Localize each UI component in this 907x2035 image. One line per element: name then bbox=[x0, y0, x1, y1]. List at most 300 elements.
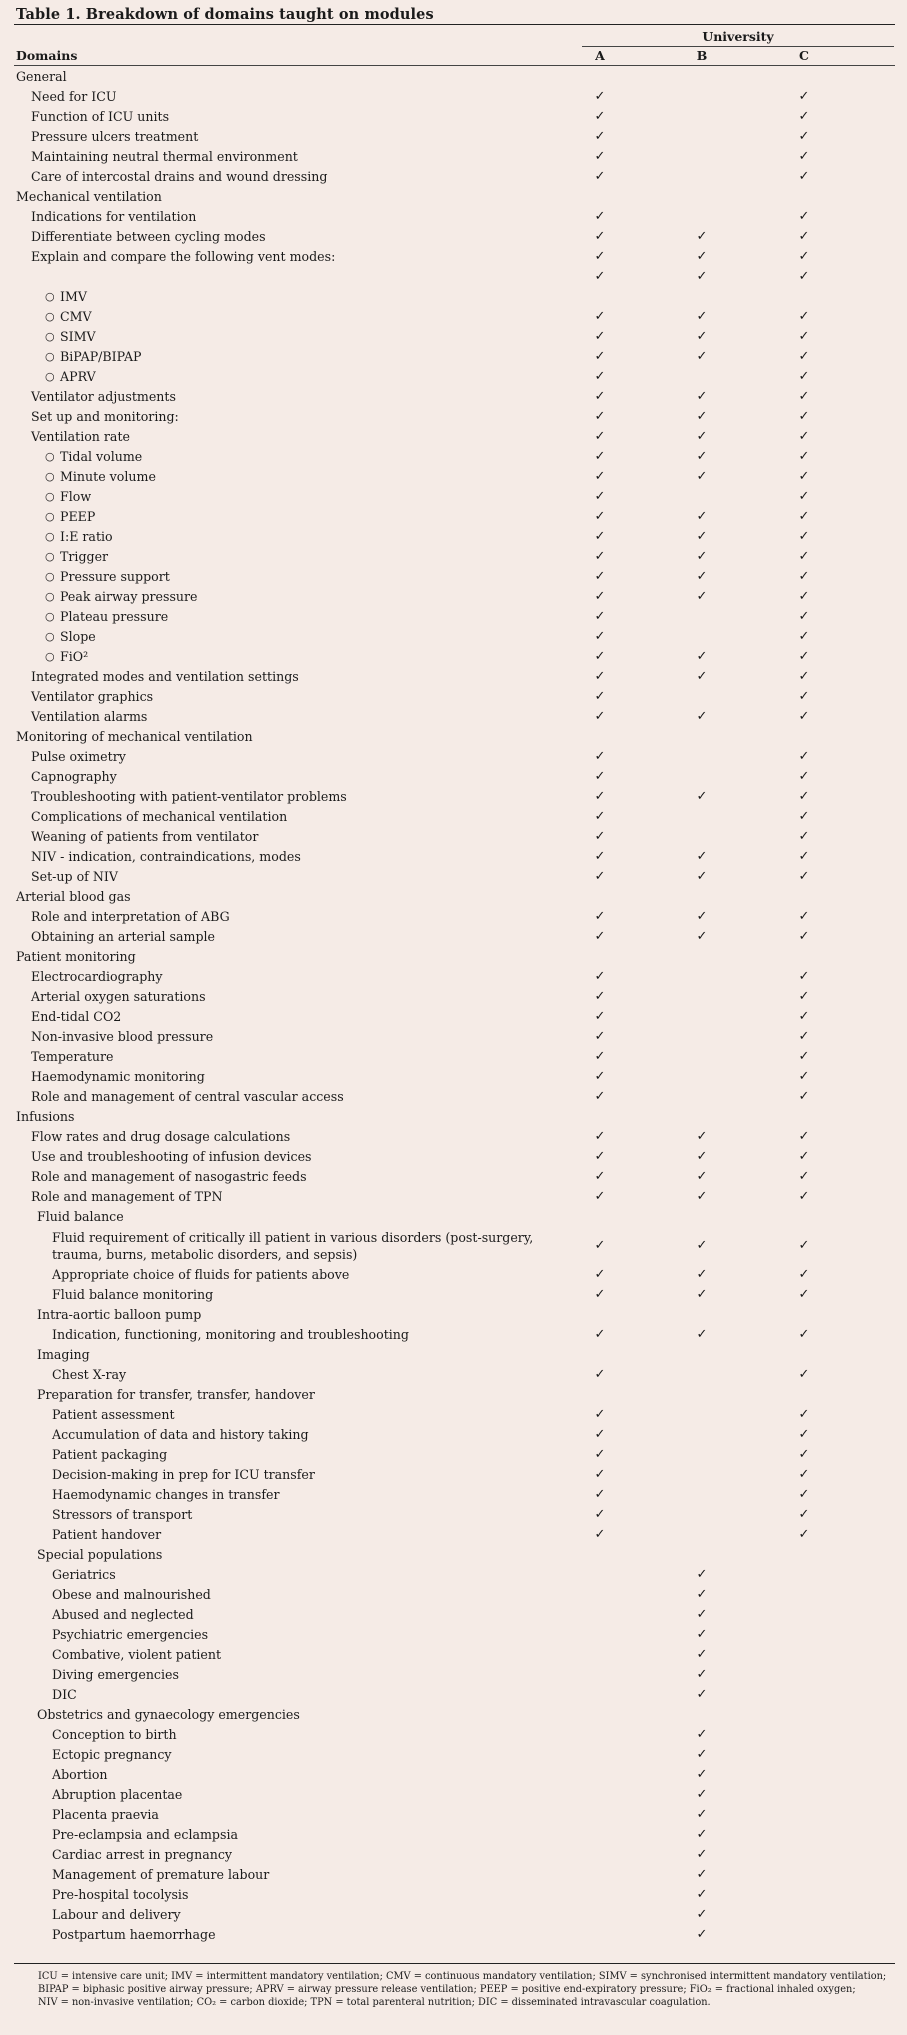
domain-label: Flow rates and drug dosage calculations bbox=[31, 1129, 291, 1144]
check-icon: ✓ bbox=[594, 149, 606, 164]
check-icon: ✓ bbox=[696, 389, 708, 404]
check-icon: ✓ bbox=[594, 789, 606, 804]
check-icon: ✓ bbox=[594, 469, 606, 484]
check-icon: ✓ bbox=[798, 1427, 810, 1442]
bottom-rule bbox=[14, 1963, 895, 1964]
table-row bbox=[0, 1905, 907, 1925]
domain-label: Pressure support bbox=[60, 569, 170, 584]
check-icon: ✓ bbox=[798, 609, 810, 624]
section-label: Infusions bbox=[16, 1109, 75, 1124]
check-icon: ✓ bbox=[594, 1169, 606, 1184]
table-row bbox=[0, 1385, 907, 1405]
check-icon: ✓ bbox=[798, 1069, 810, 1084]
domain-label: Troubleshooting with patient-ventilator problems bbox=[31, 789, 347, 804]
check-icon: ✓ bbox=[594, 249, 606, 264]
table-row bbox=[0, 387, 907, 407]
domain-label: Abortion bbox=[52, 1767, 108, 1782]
check-icon: ✓ bbox=[798, 249, 810, 264]
check-icon: ✓ bbox=[798, 1287, 810, 1302]
table-row bbox=[0, 967, 907, 987]
domain-label: Stressors of transport bbox=[52, 1507, 193, 1522]
check-icon: ✓ bbox=[798, 1367, 810, 1382]
domain-label: Obese and malnourished bbox=[52, 1587, 211, 1602]
check-icon: ✓ bbox=[798, 1129, 810, 1144]
check-icon: ✓ bbox=[696, 1687, 708, 1702]
bullet-icon: ○ bbox=[45, 330, 55, 343]
table-row bbox=[0, 1725, 907, 1745]
section-label: Mechanical ventilation bbox=[16, 189, 162, 204]
domain-label: Diving emergencies bbox=[52, 1667, 179, 1682]
bullet-icon: ○ bbox=[45, 550, 55, 563]
domain-label: Fluid balance monitoring bbox=[52, 1287, 214, 1302]
check-icon: ✓ bbox=[594, 389, 606, 404]
check-icon: ✓ bbox=[696, 409, 708, 424]
table-row bbox=[0, 987, 907, 1007]
check-icon: ✓ bbox=[696, 449, 708, 464]
check-icon: ✓ bbox=[696, 1827, 708, 1842]
check-icon: ✓ bbox=[798, 749, 810, 764]
table-row bbox=[0, 847, 907, 867]
table-row bbox=[0, 1665, 907, 1685]
check-icon: ✓ bbox=[594, 549, 606, 564]
bullet-icon: ○ bbox=[45, 650, 55, 663]
check-icon: ✓ bbox=[798, 569, 810, 584]
check-icon: ✓ bbox=[696, 789, 708, 804]
table-row bbox=[0, 867, 907, 887]
check-icon: ✓ bbox=[594, 489, 606, 504]
check-icon: ✓ bbox=[594, 509, 606, 524]
bullet-icon: ○ bbox=[45, 290, 55, 303]
table-row bbox=[0, 507, 907, 527]
bullet-icon: ○ bbox=[45, 570, 55, 583]
check-icon: ✓ bbox=[594, 1427, 606, 1442]
check-icon: ✓ bbox=[798, 1447, 810, 1462]
domain-label: Chest X-ray bbox=[52, 1367, 127, 1382]
check-icon: ✓ bbox=[798, 389, 810, 404]
bullet-icon: ○ bbox=[45, 530, 55, 543]
table-row bbox=[0, 1207, 907, 1227]
check-icon: ✓ bbox=[798, 1327, 810, 1342]
check-icon: ✓ bbox=[696, 1327, 708, 1342]
table-row bbox=[0, 107, 907, 127]
check-icon: ✓ bbox=[594, 869, 606, 884]
domain-label: Slope bbox=[60, 629, 96, 644]
check-icon: ✓ bbox=[594, 109, 606, 124]
check-icon: ✓ bbox=[798, 969, 810, 984]
check-icon: ✓ bbox=[696, 329, 708, 344]
table-body bbox=[0, 67, 907, 1945]
table-row bbox=[0, 1705, 907, 1725]
table-row bbox=[0, 1485, 907, 1505]
domain-label: Need for ICU bbox=[31, 89, 117, 104]
check-icon: ✓ bbox=[594, 989, 606, 1004]
domain-label: Role and management of TPN bbox=[31, 1189, 223, 1204]
table-row bbox=[0, 787, 907, 807]
domain-label: IMV bbox=[60, 289, 87, 304]
table-row bbox=[0, 1645, 907, 1665]
domain-label: Peak airway pressure bbox=[60, 589, 198, 604]
check-icon: ✓ bbox=[696, 1767, 708, 1782]
check-icon: ✓ bbox=[798, 129, 810, 144]
domain-label: Decision-making in prep for ICU transfer bbox=[52, 1467, 315, 1482]
check-icon: ✓ bbox=[696, 1847, 708, 1862]
domain-label: Conception to birth bbox=[52, 1727, 177, 1742]
check-icon: ✓ bbox=[696, 869, 708, 884]
table-row bbox=[0, 1047, 907, 1067]
check-icon: ✓ bbox=[594, 229, 606, 244]
table-row bbox=[0, 1505, 907, 1525]
col-header-b: B bbox=[696, 48, 708, 63]
domain-label: Care of intercostal drains and wound dressing bbox=[31, 169, 328, 184]
domain-label: Pre-eclampsia and eclampsia bbox=[52, 1827, 238, 1842]
check-icon: ✓ bbox=[594, 649, 606, 664]
check-icon: ✓ bbox=[798, 409, 810, 424]
domain-label: Flow bbox=[60, 489, 92, 504]
domain-label: SIMV bbox=[60, 329, 96, 344]
domain-label: Electrocardiography bbox=[31, 969, 163, 984]
table-row bbox=[0, 407, 907, 427]
check-icon: ✓ bbox=[798, 1189, 810, 1204]
domain-label: Haemodynamic monitoring bbox=[31, 1069, 205, 1084]
table-footnote bbox=[38, 1970, 888, 2009]
check-icon: ✓ bbox=[798, 1049, 810, 1064]
check-icon: ✓ bbox=[798, 309, 810, 324]
domain-label: Role and management of nasogastric feeds bbox=[31, 1169, 307, 1184]
table-row bbox=[0, 1625, 907, 1645]
domain-label: Patient handover bbox=[52, 1527, 162, 1542]
table-row bbox=[0, 1365, 907, 1385]
domain-label: Role and management of central vascular access bbox=[31, 1089, 344, 1104]
domain-label: Indications for ventilation bbox=[31, 209, 197, 224]
table-row bbox=[0, 927, 907, 947]
domain-label: Combative, violent patient bbox=[52, 1647, 222, 1662]
col-header-c: C bbox=[799, 48, 809, 63]
check-icon: ✓ bbox=[798, 1407, 810, 1422]
section-header-row bbox=[0, 887, 907, 907]
domain-label: Intra-aortic balloon pump bbox=[37, 1307, 202, 1322]
check-icon: ✓ bbox=[696, 509, 708, 524]
domain-label: Ventilation alarms bbox=[31, 709, 148, 724]
check-icon: ✓ bbox=[798, 229, 810, 244]
bullet-icon: ○ bbox=[45, 470, 55, 483]
check-icon: ✓ bbox=[798, 1009, 810, 1024]
table-row bbox=[0, 207, 907, 227]
check-icon: ✓ bbox=[594, 1069, 606, 1084]
check-icon: ✓ bbox=[696, 1627, 708, 1642]
check-icon: ✓ bbox=[594, 429, 606, 444]
check-icon: ✓ bbox=[696, 1907, 708, 1922]
university-rule bbox=[582, 46, 894, 47]
table-row bbox=[0, 1425, 907, 1445]
check-icon: ✓ bbox=[696, 1267, 708, 1282]
domain-label: Weaning of patients from ventilator bbox=[31, 829, 259, 844]
check-icon: ✓ bbox=[696, 1867, 708, 1882]
check-icon: ✓ bbox=[798, 1487, 810, 1502]
table-row bbox=[0, 1067, 907, 1087]
check-icon: ✓ bbox=[696, 849, 708, 864]
bullet-icon: ○ bbox=[45, 310, 55, 323]
domain-label: End-tidal CO2 bbox=[31, 1009, 122, 1024]
check-icon: ✓ bbox=[594, 909, 606, 924]
check-icon: ✓ bbox=[798, 1527, 810, 1542]
check-icon: ✓ bbox=[594, 1447, 606, 1462]
check-icon: ✓ bbox=[594, 569, 606, 584]
col-header-a: A bbox=[595, 48, 605, 63]
check-icon: ✓ bbox=[798, 789, 810, 804]
table-row bbox=[0, 587, 907, 607]
domain-label: Pulse oximetry bbox=[31, 749, 126, 764]
table-row bbox=[0, 767, 907, 787]
table-row bbox=[0, 807, 907, 827]
check-icon: ✓ bbox=[594, 749, 606, 764]
check-icon: ✓ bbox=[696, 1787, 708, 1802]
check-icon: ✓ bbox=[798, 529, 810, 544]
check-icon: ✓ bbox=[798, 909, 810, 924]
footnote-line: ICU = intensive care unit; IMV = intermittent mandatory ventilation; CMV = continuous mandatory ventilation; SIMV = synchronised intermittent mandatory ventilation; bbox=[38, 1971, 887, 1982]
domain-label: Haemodynamic changes in transfer bbox=[52, 1487, 280, 1502]
check-icon: ✓ bbox=[594, 209, 606, 224]
check-icon: ✓ bbox=[696, 1807, 708, 1822]
check-icon: ✓ bbox=[798, 1169, 810, 1184]
bullet-icon: ○ bbox=[45, 490, 55, 503]
check-icon: ✓ bbox=[696, 1927, 708, 1942]
check-icon: ✓ bbox=[594, 849, 606, 864]
check-icon: ✓ bbox=[696, 1667, 708, 1682]
footnote-line: BIPAP = biphasic positive airway pressure; APRV = airway pressure release ventilation; PEEP = positive end-expiratory pressure; FiO₂ = fractional inhaled oxygen; bbox=[38, 1984, 856, 1995]
section-label: General bbox=[16, 69, 67, 84]
table-row bbox=[0, 1925, 907, 1945]
check-icon: ✓ bbox=[798, 169, 810, 184]
check-icon: ✓ bbox=[594, 709, 606, 724]
check-icon: ✓ bbox=[798, 1029, 810, 1044]
section-header-row bbox=[0, 1107, 907, 1127]
table-row bbox=[0, 547, 907, 567]
table-row bbox=[0, 1825, 907, 1845]
table-row bbox=[0, 1745, 907, 1765]
domain-label: Abused and neglected bbox=[52, 1607, 194, 1622]
check-icon: ✓ bbox=[696, 429, 708, 444]
domain-label: PEEP bbox=[60, 509, 96, 524]
check-icon: ✓ bbox=[696, 1747, 708, 1762]
check-icon: ✓ bbox=[696, 269, 708, 284]
domain-label: APRV bbox=[60, 369, 96, 384]
check-icon: ✓ bbox=[696, 549, 708, 564]
check-icon: ✓ bbox=[594, 829, 606, 844]
check-icon: ✓ bbox=[696, 929, 708, 944]
check-icon: ✓ bbox=[594, 409, 606, 424]
table-row bbox=[0, 1765, 907, 1785]
table-row bbox=[0, 227, 907, 247]
table-row bbox=[0, 747, 907, 767]
section-label: Monitoring of mechanical ventilation bbox=[16, 729, 253, 744]
table-row bbox=[0, 1167, 907, 1187]
check-icon: ✓ bbox=[798, 109, 810, 124]
check-icon: ✓ bbox=[798, 849, 810, 864]
table-row bbox=[0, 487, 907, 507]
bullet-icon: ○ bbox=[45, 590, 55, 603]
table-row bbox=[0, 1605, 907, 1625]
check-icon: ✓ bbox=[696, 1189, 708, 1204]
domain-label: Ventilator graphics bbox=[31, 689, 154, 704]
table-row bbox=[0, 1805, 907, 1825]
domain-label: Trigger bbox=[60, 549, 109, 564]
domain-label: Plateau pressure bbox=[60, 609, 169, 624]
check-icon: ✓ bbox=[798, 369, 810, 384]
domain-label: Cardiac arrest in pregnancy bbox=[52, 1847, 232, 1862]
domain-label: Fluid requirement of critically ill patient in various disorders (post-surgery, trauma, burns, metabolic disorders, and sepsis) bbox=[52, 1230, 534, 1262]
check-icon: ✓ bbox=[594, 1189, 606, 1204]
check-icon: ✓ bbox=[798, 1238, 810, 1253]
domain-label: Accumulation of data and history taking bbox=[52, 1427, 309, 1442]
check-icon: ✓ bbox=[798, 149, 810, 164]
table-row bbox=[0, 1187, 907, 1207]
table-row bbox=[0, 667, 907, 687]
table-row bbox=[0, 1525, 907, 1545]
table-row bbox=[0, 167, 907, 187]
bullet-icon: ○ bbox=[45, 630, 55, 643]
check-icon: ✓ bbox=[798, 1267, 810, 1282]
university-header: University bbox=[702, 29, 774, 44]
domain-label: Maintaining neutral thermal environment bbox=[31, 149, 298, 164]
check-icon: ✓ bbox=[594, 929, 606, 944]
check-icon: ✓ bbox=[594, 1267, 606, 1282]
domain-label: BiPAP/BIPAP bbox=[60, 349, 142, 364]
table-row bbox=[0, 87, 907, 107]
domain-label: Imaging bbox=[37, 1347, 90, 1362]
domain-label: Differentiate between cycling modes bbox=[31, 229, 266, 244]
check-icon: ✓ bbox=[798, 1467, 810, 1482]
domain-label: FiO² bbox=[60, 649, 89, 664]
header-rule bbox=[14, 65, 895, 66]
check-icon: ✓ bbox=[798, 89, 810, 104]
domain-label: Complications of mechanical ventilation bbox=[31, 809, 288, 824]
domain-label: Pressure ulcers treatment bbox=[31, 129, 199, 144]
check-icon: ✓ bbox=[798, 589, 810, 604]
check-icon: ✓ bbox=[594, 669, 606, 684]
check-icon: ✓ bbox=[798, 329, 810, 344]
table-row bbox=[0, 1265, 907, 1285]
check-icon: ✓ bbox=[594, 1467, 606, 1482]
domain-label: Tidal volume bbox=[60, 449, 143, 464]
check-icon: ✓ bbox=[594, 1487, 606, 1502]
check-icon: ✓ bbox=[696, 1238, 708, 1253]
domain-label: Labour and delivery bbox=[52, 1907, 181, 1922]
domain-label: NIV - indication, contraindications, modes bbox=[31, 849, 301, 864]
domain-label: Obstetrics and gynaecology emergencies bbox=[37, 1707, 300, 1722]
check-icon: ✓ bbox=[696, 1647, 708, 1662]
check-icon: ✓ bbox=[594, 269, 606, 284]
table-row bbox=[0, 827, 907, 847]
domain-label: Set-up of NIV bbox=[31, 869, 118, 884]
check-icon: ✓ bbox=[594, 1049, 606, 1064]
check-icon: ✓ bbox=[594, 629, 606, 644]
domain-label: Obtaining an arterial sample bbox=[31, 929, 216, 944]
check-icon: ✓ bbox=[798, 709, 810, 724]
section-header-row bbox=[0, 947, 907, 967]
check-icon: ✓ bbox=[696, 1567, 708, 1582]
check-icon: ✓ bbox=[798, 689, 810, 704]
table-row bbox=[0, 1565, 907, 1585]
check-icon: ✓ bbox=[594, 449, 606, 464]
section-header-row bbox=[0, 727, 907, 747]
bullet-icon: ○ bbox=[45, 370, 55, 383]
domain-label: Fluid balance bbox=[37, 1209, 124, 1224]
table-row bbox=[0, 1405, 907, 1425]
table-row bbox=[0, 1127, 907, 1147]
check-icon: ✓ bbox=[798, 469, 810, 484]
check-icon: ✓ bbox=[696, 569, 708, 584]
table-row bbox=[0, 1465, 907, 1485]
table-row bbox=[0, 1585, 907, 1605]
check-icon: ✓ bbox=[696, 1607, 708, 1622]
table-row bbox=[0, 1885, 907, 1905]
section-label: Patient monitoring bbox=[16, 949, 136, 964]
table-row bbox=[0, 267, 907, 287]
check-icon: ✓ bbox=[594, 1129, 606, 1144]
check-icon: ✓ bbox=[594, 969, 606, 984]
domain-label: Ventilation rate bbox=[31, 429, 130, 444]
check-icon: ✓ bbox=[696, 349, 708, 364]
check-icon: ✓ bbox=[594, 1527, 606, 1542]
check-icon: ✓ bbox=[798, 1507, 810, 1522]
table-row bbox=[0, 467, 907, 487]
domain-label: Minute volume bbox=[60, 469, 156, 484]
check-icon: ✓ bbox=[696, 1887, 708, 1902]
check-icon: ✓ bbox=[798, 649, 810, 664]
check-icon: ✓ bbox=[696, 709, 708, 724]
domain-label: Psychiatric emergencies bbox=[52, 1627, 209, 1642]
table-row bbox=[0, 307, 907, 327]
check-icon: ✓ bbox=[696, 1727, 708, 1742]
table-row bbox=[0, 367, 907, 387]
domain-label: Ventilator adjustments bbox=[31, 389, 176, 404]
section-header-row bbox=[0, 187, 907, 207]
check-icon: ✓ bbox=[594, 89, 606, 104]
table-row bbox=[0, 607, 907, 627]
check-icon: ✓ bbox=[594, 1089, 606, 1104]
domain-label: Patient packaging bbox=[52, 1447, 168, 1462]
check-icon: ✓ bbox=[594, 529, 606, 544]
check-icon: ✓ bbox=[594, 329, 606, 344]
check-icon: ✓ bbox=[798, 769, 810, 784]
domain-label: Capnography bbox=[31, 769, 117, 784]
table-row bbox=[0, 427, 907, 447]
check-icon: ✓ bbox=[798, 989, 810, 1004]
domain-label: Explain and compare the following vent modes: bbox=[31, 249, 336, 264]
check-icon: ✓ bbox=[594, 1238, 606, 1253]
footnote-line: NIV = non-invasive ventilation; CO₂ = carbon dioxide; TPN = total parenteral nutrition; DIC = disseminated intravascular coagulation. bbox=[38, 1997, 711, 2008]
domain-label: Placenta praevia bbox=[52, 1807, 159, 1822]
domain-label: Function of ICU units bbox=[31, 109, 170, 124]
check-icon: ✓ bbox=[594, 1327, 606, 1342]
table-row bbox=[0, 1445, 907, 1465]
domain-label: Ectopic pregnancy bbox=[52, 1747, 172, 1762]
check-icon: ✓ bbox=[594, 689, 606, 704]
check-icon: ✓ bbox=[594, 1287, 606, 1302]
check-icon: ✓ bbox=[594, 1149, 606, 1164]
domain-label: Role and interpretation of ABG bbox=[31, 909, 230, 924]
table-row bbox=[0, 527, 907, 547]
check-icon: ✓ bbox=[696, 909, 708, 924]
check-icon: ✓ bbox=[594, 1407, 606, 1422]
domain-label: DIC bbox=[52, 1687, 77, 1702]
table-row bbox=[0, 707, 907, 727]
domain-label: Management of premature labour bbox=[52, 1867, 270, 1882]
check-icon: ✓ bbox=[798, 509, 810, 524]
check-icon: ✓ bbox=[696, 649, 708, 664]
table-row bbox=[0, 347, 907, 367]
check-icon: ✓ bbox=[594, 169, 606, 184]
